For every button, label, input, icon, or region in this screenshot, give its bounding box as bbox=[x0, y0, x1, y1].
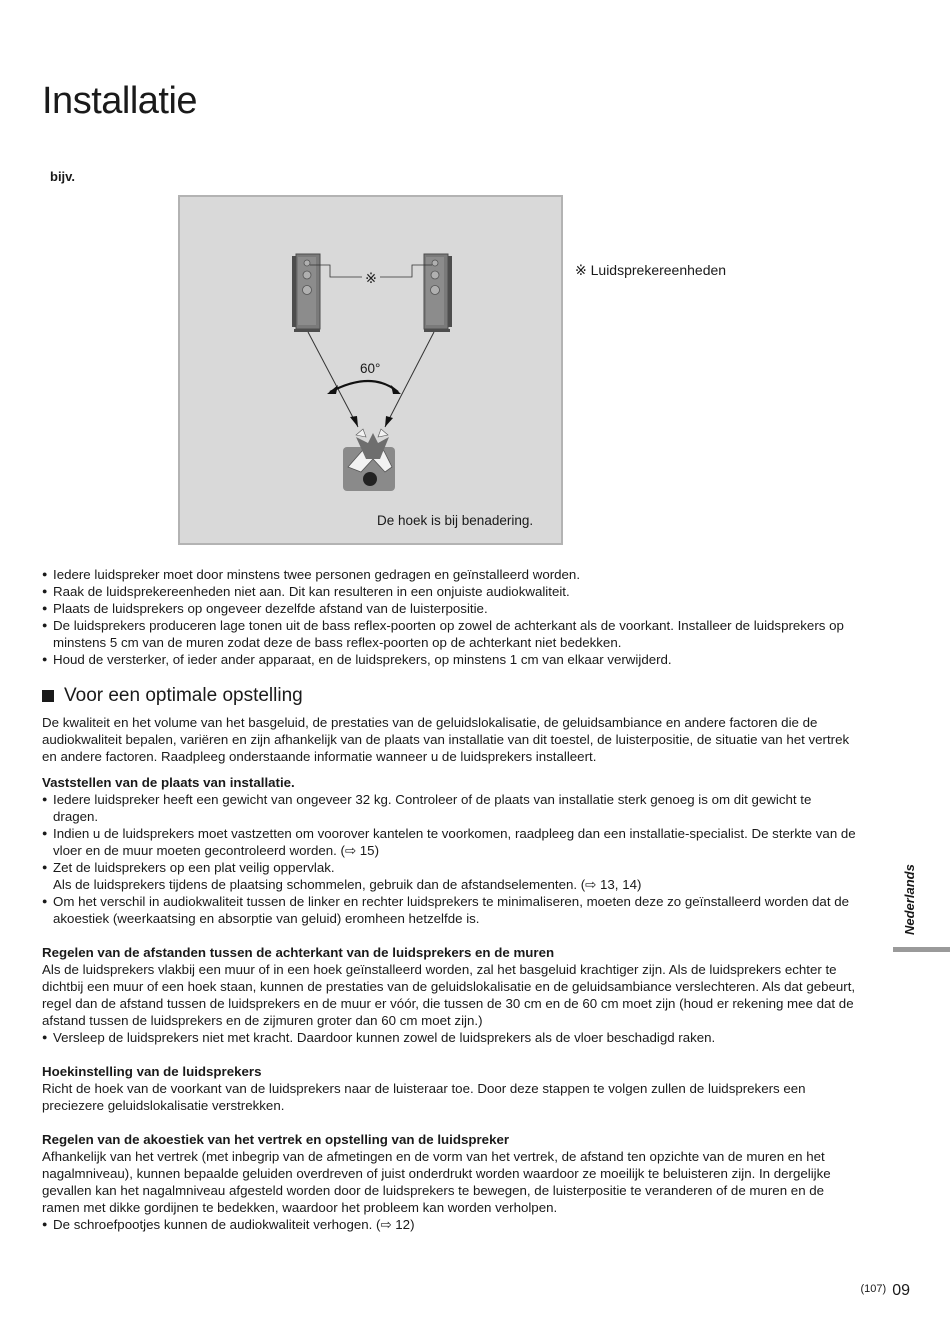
list-item: ● Om het verschil in audiokwaliteit tussen de linker en rechter luidsprekers te minimaliseren, moeten deze zo geïnstalleerd worden dat de akoestiek (weerkaatsing en absorptie van geluid) eromheen hetzelfde is. bbox=[42, 893, 857, 927]
list-item: ● De luidsprekers produceren lage tonen uit de bass reflex-poorten op zowel de achterkant als de voorkant. Installeer de luidsprekers op minstens 5 cm van de muren zodat deze de bass reflex-poorten op de achterkant niet bedekken. bbox=[42, 617, 852, 651]
language-tab bbox=[902, 855, 922, 935]
acoustics-text: Afhankelijk van het vertrek (met inbegrip van de afmetingen en de vorm van het vertrek, de afstand ten opzichte van de muren en het nagalmniveau), kunnen bepaalde geluiden overdreven of juist onderdrukt worden waardoor ze moeilijk te beluisteren zijn. In dergelijke gevallen kan het nagalmniveau afgesteld worden door de luidsprekers te bewegen, de luisterpositie te veranderen of de muren en de ramen met dikke gordijnen te bedekken, waardoor het probleem kan worden verholpen. bbox=[42, 1149, 831, 1215]
subheading-acoustics: Regelen van de akoestiek van het vertrek en opstelling van de luidspreker bbox=[42, 1132, 510, 1147]
list-item: ● Versleep de luidsprekers niet met kracht. Daardoor kunnen zowel de luidsprekers als de vloer beschadigd raken. bbox=[42, 1029, 857, 1046]
section-intro: De kwaliteit en het volume van het basgeluid, de prestaties van de geluidslokalisatie, de geluidsambiance en andere factoren die de audiokwaliteit bepalen, variëren en zijn afhankelijk van de plaats van installatie van dit toestel, de luisterpositie, de situatie van het vertrek en andere factoren. Raadpleeg onderstaande informatie wanneer u de luidsprekers installeert. bbox=[42, 715, 850, 764]
speaker-units-note: ※ Luidsprekereenheden bbox=[575, 262, 727, 278]
installation-bullet-list bbox=[42, 791, 857, 927]
language-tab-label: Nederlands bbox=[902, 864, 917, 935]
subheading-wall-distance: Regelen van de afstanden tussen de achterkant van de luidsprekers en de muren bbox=[42, 945, 555, 960]
square-bullet-icon bbox=[42, 690, 54, 702]
list-item: ● Iedere luidspreker heeft een gewicht van ongeveer 32 kg. Controleer of de plaats van installatie sterk genoeg is om dit gewicht te dragen. bbox=[42, 791, 857, 825]
page-number bbox=[861, 1282, 910, 1300]
wall-distance-bullet-list bbox=[42, 1029, 857, 1046]
acoustics-bullet-list bbox=[42, 1216, 857, 1233]
angle-text: Richt de hoek van de voorkant van de luidsprekers naar de luisteraar toe. Door deze stappen te volgen zullen de luidsprekers een preciezere geluidslokalisatie verstrekken. bbox=[42, 1081, 806, 1113]
main-content bbox=[42, 714, 857, 1233]
section-heading bbox=[42, 685, 303, 707]
left-speaker-icon bbox=[292, 254, 320, 332]
listener-icon bbox=[343, 429, 395, 491]
page-number-small: (107) bbox=[860, 1283, 887, 1295]
approximation-note: De hoek is bij benadering. bbox=[377, 513, 534, 528]
page-title: Installatie bbox=[42, 80, 198, 122]
speaker-placement-diagram bbox=[178, 195, 563, 545]
right-speaker-icon bbox=[424, 254, 452, 332]
subheading-installation-place: Vaststellen van de plaats van installatie. bbox=[42, 775, 295, 790]
language-tab-bar bbox=[893, 947, 950, 952]
list-item: ● Houd de versterker, of ieder ander apparaat, en de luidsprekers, op minstens 1 cm van elkaar verwijderd. bbox=[42, 651, 852, 668]
list-item: ● De schroefpootjes kunnen de audiokwaliteit verhogen. (⇨ 12) bbox=[42, 1216, 857, 1233]
list-item: ● Raak de luidsprekereenheden niet aan. Dit kan resulteren in een onjuiste audiokwaliteit. bbox=[42, 583, 852, 600]
wall-distance-text: Als de luidsprekers vlakbij een muur of in een hoek geïnstalleerd worden, zal het basgeluid krachtiger zijn. Als de luidsprekers echter te dichtbij een muur of een hoek staan, kunnen de prestaties van de geluidslokalisatie en de geluidsambiance verslechteren. Als dat gebeurt, regel dan de afstand tussen de luidsprekers en de muur er vóór, die tussen de 30 cm en de 60 cm moet zijn (houd er rekening mee dat de afstand tussen de luidsprekers en de zijmuren groter dan 60 cm moet zijn.) bbox=[42, 962, 856, 1028]
diagram-marker: ※ bbox=[365, 271, 377, 287]
angle-label: 60° bbox=[360, 361, 381, 376]
list-item: ● Plaats de luidsprekers op ongeveer dezelfde afstand van de luisterpositie. bbox=[42, 600, 852, 617]
list-item: ● Zet de luidsprekers op een plat veilig oppervlak. Als de luidsprekers tijdens de plaatsing schommelen, gebruik dan de afstandselementen. (⇨ 13, 14) bbox=[42, 859, 857, 893]
page-number-main: 09 bbox=[892, 1282, 910, 1299]
subheading-angle: Hoekinstelling van de luidsprekers bbox=[42, 1064, 262, 1079]
example-label: bijv. bbox=[50, 169, 76, 184]
list-item: ● Iedere luidspreker moet door minstens twee personen gedragen en geïnstalleerd worden. bbox=[42, 566, 852, 583]
list-item: ● Indien u de luidsprekers moet vastzetten om voorover kantelen te voorkomen, raadpleeg dan een installatie-specialist. De sterkte van de vloer en de muur moeten gecontroleerd worden. (⇨ 15) bbox=[42, 825, 857, 859]
intro-bullet-list bbox=[42, 566, 852, 668]
section-heading-text: Voor een optimale opstelling bbox=[64, 685, 303, 706]
